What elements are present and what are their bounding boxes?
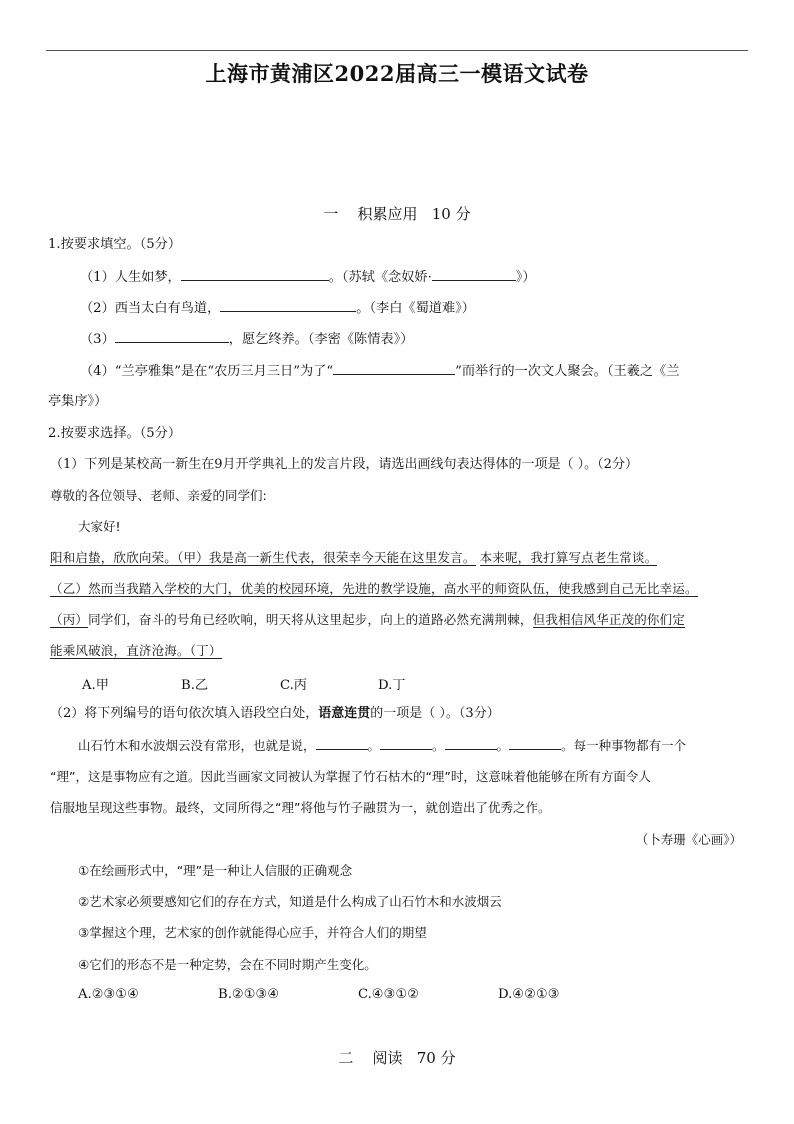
- option-b[interactable]: B.乙: [181, 678, 209, 693]
- option-d[interactable]: D.④②①③: [498, 987, 560, 1002]
- speech-salutation: 尊敬的各位领导、老师、亲爱的同学们:: [50, 488, 267, 503]
- option-a[interactable]: A.甲: [82, 678, 109, 693]
- passage-line-3: 信服地呈现这些事物。最终，文同所得之“理”将他与竹子融贯为一，就创造出了优秀之作。: [50, 800, 551, 815]
- option-a[interactable]: A.②③①④: [78, 987, 140, 1002]
- header-rule: [46, 50, 748, 51]
- passage-line-1: 山石竹木和水波烟云没有常形，也就是说， 。 。 。 。每一种事物都有一个: [78, 738, 687, 753]
- option-c[interactable]: C.④③①②: [358, 987, 420, 1002]
- speech-line-4: 能乘风破浪，直济沧海。（丁）: [50, 643, 222, 658]
- page-title: 上海市黄浦区2022届高三一模语文试卷: [205, 61, 589, 86]
- option-b[interactable]: B.②①③④: [218, 987, 280, 1002]
- passage-line-2: “理”，这是事物应有之道。因此当画家文同被认为掌握了竹石枯木的“理”时，这意味着他能够在所有方面令人: [50, 769, 651, 784]
- answer-blank[interactable]: [380, 737, 432, 750]
- q1-item-1: （1）人生如梦， 。（苏轼《念奴娇· 》）: [80, 270, 536, 285]
- answer-blank[interactable]: [181, 268, 329, 281]
- statement-4: ④它们的形态不是一种定势，会在不同时期产生变化。: [78, 957, 377, 972]
- speech-line-3: （丙）同学们，奋斗的号角已经吹响，明天将从这里起步，向上的道路必然充满荆棘，但我相信风华正茂的你们定: [50, 612, 686, 627]
- option-c[interactable]: C.丙: [280, 678, 307, 693]
- speech-line-2: （乙）然而当我踏入学校的大门，优美的校园环境，先进的教学设施，高水平的师资队伍，使我感到自己无比幸运。: [50, 581, 698, 596]
- section-heading-2: 二 阅读 70 分: [338, 1049, 456, 1067]
- q1-stem: 1.按要求填空。（5分）: [48, 237, 182, 252]
- answer-blank[interactable]: [220, 299, 356, 312]
- answer-blank[interactable]: [445, 737, 497, 750]
- option-d[interactable]: D.丁: [378, 678, 406, 693]
- answer-blank[interactable]: [333, 362, 455, 375]
- statement-2: ②艺术家必须要感知它们的存在方式，知道是什么构成了山石竹木和水波烟云: [78, 894, 502, 909]
- q2-part1-options: [82, 674, 405, 693]
- q1-item-2: （2）西当太白有鸟道， 。（李白《蜀道难》）: [80, 301, 475, 316]
- speech-line-1: 阳和启蛰，欣欣向荣。（甲）我是高一新生代表，很荣幸今天能在这里发言。 本来呢，我打算写点老生常谈。: [50, 550, 658, 565]
- speech-greeting: 大家好!: [78, 519, 121, 534]
- statement-1: ①在绘画形式中，“理”是一种让人信服的正确观念: [78, 863, 353, 878]
- q2-part2-options: [78, 987, 560, 1002]
- q1-item-4: （4）“兰亭雅集”是在“农历三月三日”为了“ ”而举行的一次文人聚会。（王羲之《兰: [80, 364, 680, 379]
- passage-source: （卜寿珊《心画》）: [635, 832, 742, 847]
- q1-item-3: （3） ，愿乞终养。（李密《陈情表》）: [80, 332, 414, 347]
- answer-blank[interactable]: [432, 268, 516, 281]
- section-heading-1: 一 积累应用 10 分: [323, 205, 471, 223]
- q2-part2-stem: （2）将下列编号的语句依次填入语段空白处，语意连贯的一项是（ ）。（3分）: [50, 706, 500, 721]
- q2-stem: 2.按要求选择。（5分）: [48, 426, 182, 441]
- answer-blank[interactable]: [316, 737, 368, 750]
- q2-part1-stem: （1）下列是某校高一新生在9月开学典礼上的发言片段，请选出画线句表达得体的一项是（ ）。（2分）: [50, 457, 638, 472]
- q1-item-4-cont: 亭集序》）: [48, 394, 108, 409]
- answer-blank[interactable]: [509, 737, 561, 750]
- statement-3: ③掌握这个理，艺术家的创作就能得心应手，并符合人们的期望: [78, 925, 427, 940]
- answer-blank[interactable]: [115, 330, 229, 343]
